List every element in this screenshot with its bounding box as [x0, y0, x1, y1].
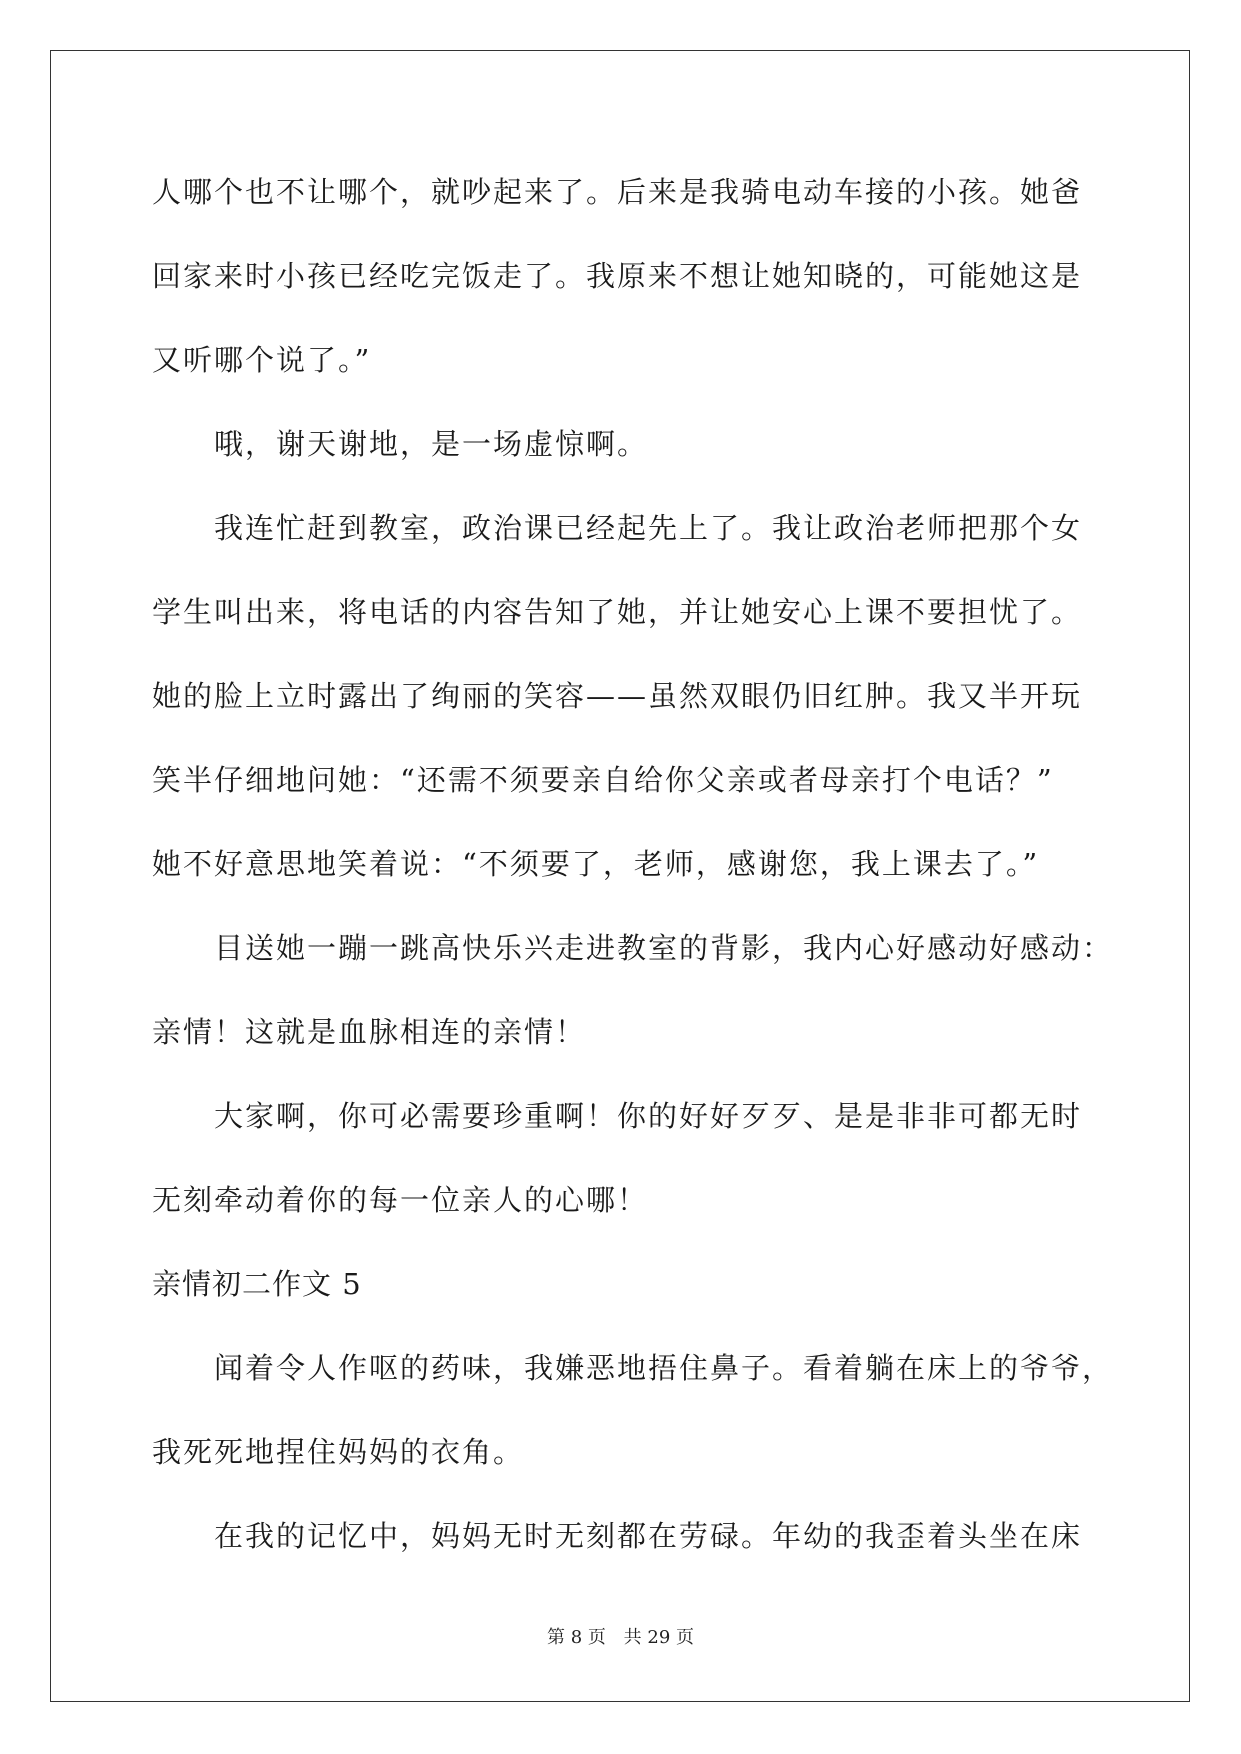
text-line: 哦，谢天谢地，是一场虚惊啊。	[214, 427, 649, 461]
text-line: 学生叫出来，将电话的内容告知了她，并让她安心上课不要担忧了。	[152, 595, 1083, 629]
text-line: 我连忙赶到教室，政治课已经起先上了。我让政治老师把那个女	[214, 511, 1083, 545]
text-line: 她不好意思地笑着说：“不须要了，老师，感谢您，我上课去了。”	[152, 847, 1040, 881]
page-number: 第 8 页	[547, 1627, 606, 1648]
text-line: 人哪个也不让哪个，就吵起来了。后来是我骑电动车接的小孩。她爸	[152, 175, 1083, 209]
text-line: 大家啊，你可必需要珍重啊！你的好好歹歹、是是非非可都无时	[214, 1099, 1083, 1133]
text-line: 我死死地捏住妈妈的衣角。	[152, 1435, 525, 1469]
text-line: 又听哪个说了。”	[152, 343, 372, 377]
text-line: 她的脸上立时露出了绚丽的笑容——虽然双眼仍旧红肿。我又半开玩	[152, 679, 1083, 713]
text-line: 闻着令人作呕的药味，我嫌恶地捂住鼻子。看着躺在床上的爷爷，	[214, 1351, 1114, 1385]
text-line: 在我的记忆中，妈妈无时无刻都在劳碌。年幼的我歪着头坐在床	[214, 1519, 1083, 1553]
text-line: 笑半仔细地问她：“还需不须要亲自给你父亲或者母亲打个电话？”	[152, 763, 1054, 797]
section-heading: 亲情初二作文 5	[152, 1267, 362, 1301]
text-line: 目送她一蹦一跳高快乐兴走进教室的背影，我内心好感动好感动：	[214, 931, 1114, 965]
text-line: 亲情！这就是血脉相连的亲情！	[152, 1015, 587, 1049]
text-line: 回家来时小孩已经吃完饭走了。我原来不想让她知晓的，可能她这是	[152, 259, 1083, 293]
page-footer	[0, 1623, 1241, 1649]
page-total: 共 29 页	[623, 1627, 694, 1648]
text-line: 无刻牵动着你的每一位亲人的心哪！	[152, 1183, 649, 1217]
document-body	[152, 150, 1114, 1578]
